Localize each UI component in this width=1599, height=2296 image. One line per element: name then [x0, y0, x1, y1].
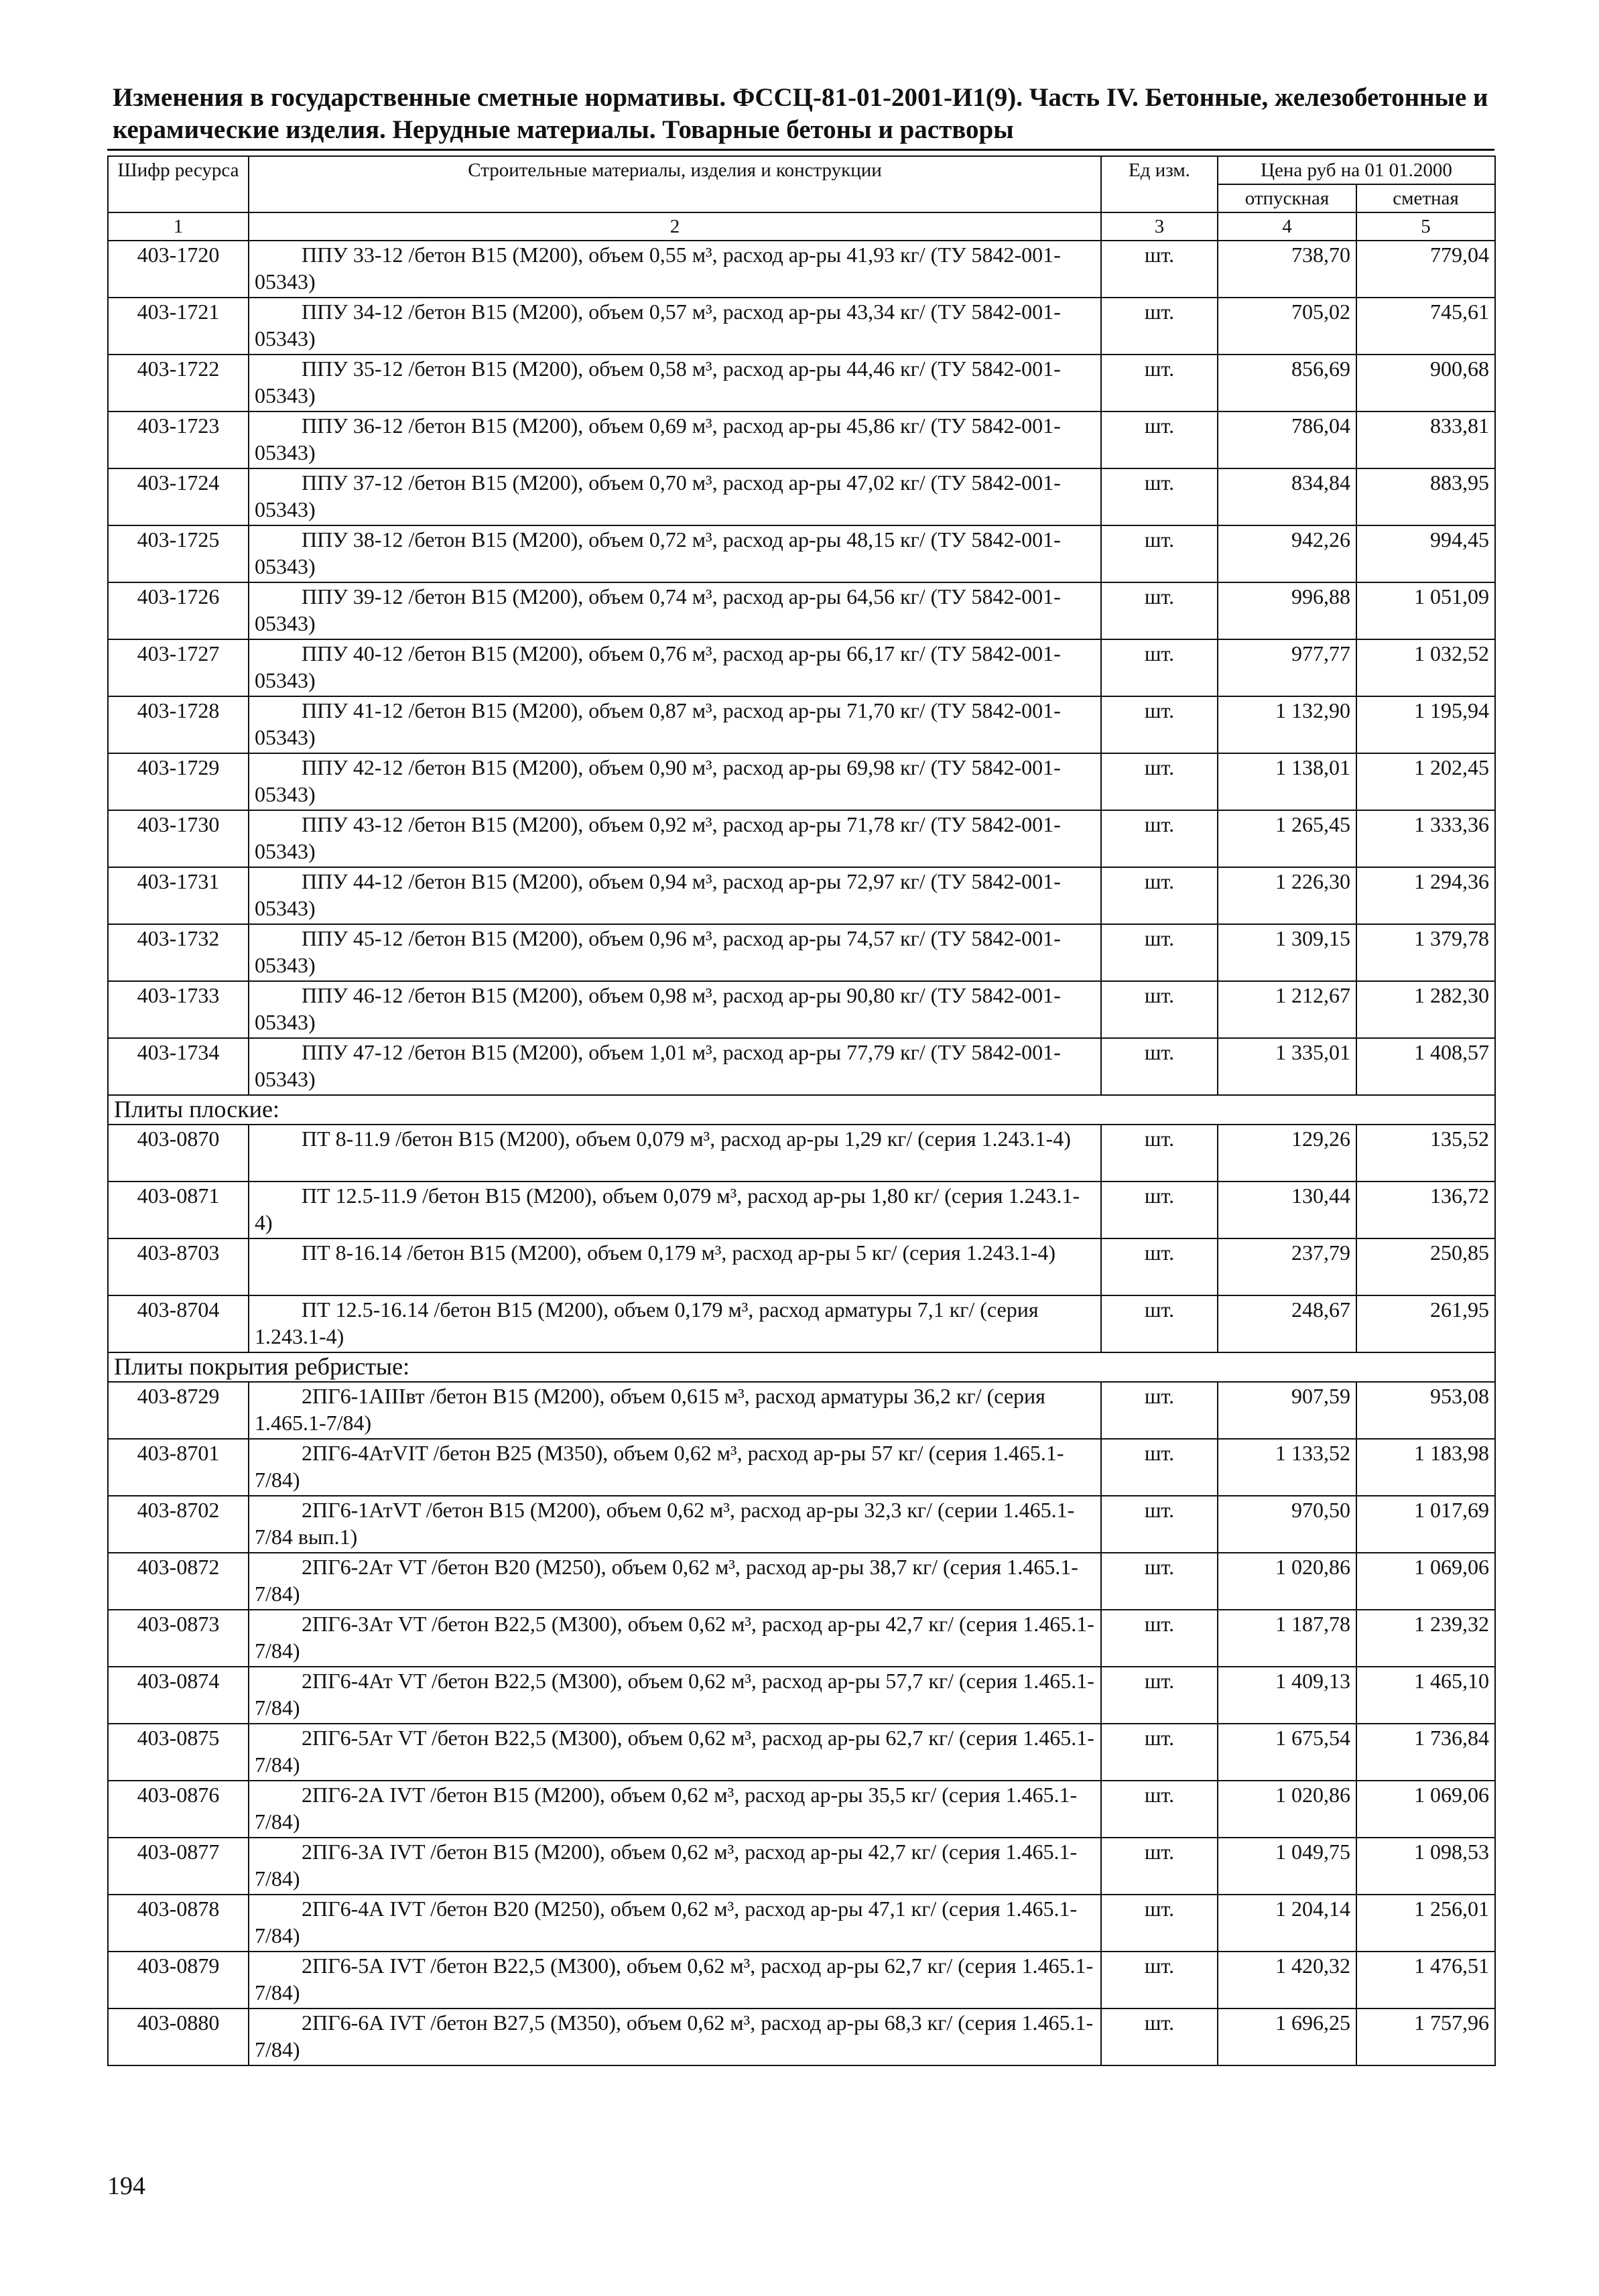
- resource-code: 403-1726: [108, 582, 249, 639]
- header-price: Цена руб на 01 01.2000: [1218, 156, 1495, 184]
- table-section-flat-slabs: [108, 1095, 1495, 1125]
- table-row: [108, 753, 1495, 810]
- material-description: 2ПГ6-3Ат VT /бетон В22,5 (М300), объем 0,62 м³, расход ар-ры 42,7 кг/ (серия 1.465.1-7/84): [249, 1610, 1101, 1667]
- unit-of-measure: шт.: [1101, 1182, 1218, 1238]
- material-description: ППУ 45-12 /бетон В15 (М200), объем 0,96 м³, расход ар-ры 74,57 кг/ (ТУ 5842-001-05343): [249, 924, 1101, 981]
- table-row: [108, 298, 1495, 355]
- material-description: ППУ 47-12 /бетон В15 (М200), объем 1,01 м³, расход ар-ры 77,79 кг/ (ТУ 5842-001-05343): [249, 1038, 1101, 1095]
- page-number: 194: [107, 2172, 145, 2200]
- resource-code: 403-0876: [108, 1781, 249, 1838]
- table-row: [108, 1553, 1495, 1610]
- release-price: 738,70: [1218, 241, 1356, 298]
- unit-of-measure: шт.: [1101, 810, 1218, 867]
- estimate-price: 833,81: [1356, 411, 1495, 468]
- estimate-price: 883,95: [1356, 468, 1495, 525]
- resource-code: 403-1720: [108, 241, 249, 298]
- release-price: 996,88: [1218, 582, 1356, 639]
- unit-of-measure: шт.: [1101, 2008, 1218, 2065]
- section-row: [108, 1095, 1495, 1125]
- estimate-price: 1 282,30: [1356, 981, 1495, 1038]
- estimate-price: 994,45: [1356, 525, 1495, 582]
- header-estimate-price: сметная: [1356, 184, 1495, 212]
- unit-of-measure: шт.: [1101, 582, 1218, 639]
- resource-code: 403-0870: [108, 1125, 249, 1182]
- material-description: ППУ 33-12 /бетон В15 (М200), объем 0,55 м³, расход ар-ры 41,93 кг/ (ТУ 5842-001-05343): [249, 241, 1101, 298]
- header-rule: [107, 149, 1494, 151]
- estimate-price: 1 465,10: [1356, 1667, 1495, 1724]
- resource-code: 403-1722: [108, 355, 249, 411]
- material-description: ПТ 12.5-16.14 /бетон В15 (М200), объем 0,179 м³, расход арматуры 7,1 кг/ (серия 1.243.1-4): [249, 1295, 1101, 1352]
- table-row: [108, 810, 1495, 867]
- table-row: [108, 1038, 1495, 1095]
- table-row: [108, 1667, 1495, 1724]
- release-price: 1 226,30: [1218, 867, 1356, 924]
- table-group-ribbed-slabs: [108, 1382, 1495, 2065]
- unit-of-measure: шт.: [1101, 1553, 1218, 1610]
- resource-code: 403-1733: [108, 981, 249, 1038]
- release-price: 1 020,86: [1218, 1781, 1356, 1838]
- estimate-price: 136,72: [1356, 1182, 1495, 1238]
- table-group-flat-slabs: [108, 1125, 1495, 1352]
- table-group-ppu: [108, 241, 1495, 1095]
- estimate-price: 1 256,01: [1356, 1895, 1495, 1952]
- unit-of-measure: шт.: [1101, 468, 1218, 525]
- material-description: 2ПГ6-4Ат VT /бетон В22,5 (М300), объем 0,62 м³, расход ар-ры 57,7 кг/ (серия 1.465.1-7/84): [249, 1667, 1101, 1724]
- resource-code: 403-1729: [108, 753, 249, 810]
- table-row: [108, 525, 1495, 582]
- release-price: 1 212,67: [1218, 981, 1356, 1038]
- section-title-text: Плиты плоские:: [114, 1096, 279, 1123]
- resource-code: 403-0873: [108, 1610, 249, 1667]
- table-row: [108, 582, 1495, 639]
- header-release-price: отпускная: [1218, 184, 1356, 212]
- unit-of-measure: шт.: [1101, 924, 1218, 981]
- unit-of-measure: шт.: [1101, 355, 1218, 411]
- resource-code: 403-8703: [108, 1238, 249, 1295]
- release-price: 1 133,52: [1218, 1439, 1356, 1496]
- material-description: 2ПГ6-4АтVIT /бетон В25 (М350), объем 0,62 м³, расход ар-ры 57 кг/ (серия 1.465.1-7/84): [249, 1439, 1101, 1496]
- unit-of-measure: шт.: [1101, 298, 1218, 355]
- resource-code: 403-0880: [108, 2008, 249, 2065]
- price-table: [107, 155, 1496, 2066]
- table-header-row: [108, 156, 1495, 184]
- unit-of-measure: шт.: [1101, 1667, 1218, 1724]
- resource-code: 403-8729: [108, 1382, 249, 1439]
- table-row: [108, 1295, 1495, 1352]
- resource-code: 403-0875: [108, 1724, 249, 1781]
- unit-of-measure: шт.: [1101, 981, 1218, 1038]
- table-row: [108, 1952, 1495, 2008]
- material-description: ППУ 35-12 /бетон В15 (М200), объем 0,58 м³, расход ар-ры 44,46 кг/ (ТУ 5842-001-05343): [249, 355, 1101, 411]
- unit-of-measure: шт.: [1101, 1895, 1218, 1952]
- resource-code: 403-1730: [108, 810, 249, 867]
- estimate-price: 779,04: [1356, 241, 1495, 298]
- estimate-price: 1 017,69: [1356, 1496, 1495, 1553]
- unit-of-measure: шт.: [1101, 1439, 1218, 1496]
- release-price: 1 409,13: [1218, 1667, 1356, 1724]
- release-price: 1 420,32: [1218, 1952, 1356, 2008]
- table-row: [108, 1439, 1495, 1496]
- material-description: ППУ 42-12 /бетон В15 (М200), объем 0,90 м³, расход ар-ры 69,98 кг/ (ТУ 5842-001-05343): [249, 753, 1101, 810]
- table-row: [108, 1724, 1495, 1781]
- unit-of-measure: шт.: [1101, 867, 1218, 924]
- table-row: [108, 1125, 1495, 1182]
- unit-of-measure: шт.: [1101, 696, 1218, 753]
- material-description: ППУ 43-12 /бетон В15 (М200), объем 0,92 м³, расход ар-ры 71,78 кг/ (ТУ 5842-001-05343): [249, 810, 1101, 867]
- column-number: 1: [108, 212, 249, 241]
- release-price: 1 187,78: [1218, 1610, 1356, 1667]
- material-description: 2ПГ6-1АIIIвт /бетон В15 (М200), объем 0,615 м³, расход арматуры 36,2 кг/ (серия 1.465.1-7/84): [249, 1382, 1101, 1439]
- unit-of-measure: шт.: [1101, 1838, 1218, 1895]
- unit-of-measure: шт.: [1101, 411, 1218, 468]
- resource-code: 403-0878: [108, 1895, 249, 1952]
- resource-code: 403-8702: [108, 1496, 249, 1553]
- release-price: 237,79: [1218, 1238, 1356, 1295]
- resource-code: 403-1734: [108, 1038, 249, 1095]
- unit-of-measure: шт.: [1101, 1496, 1218, 1553]
- release-price: 1 049,75: [1218, 1838, 1356, 1895]
- estimate-price: 1 069,06: [1356, 1781, 1495, 1838]
- header-code: Шифр ресурса: [108, 156, 249, 212]
- release-price: 970,50: [1218, 1496, 1356, 1553]
- estimate-price: 1 757,96: [1356, 2008, 1495, 2065]
- table-row: [108, 241, 1495, 298]
- estimate-price: 953,08: [1356, 1382, 1495, 1439]
- estimate-price: 1 183,98: [1356, 1439, 1495, 1496]
- release-price: 1 696,25: [1218, 2008, 1356, 2065]
- section-title: [108, 1352, 1495, 1382]
- table-section-ribbed-slabs: [108, 1352, 1495, 1382]
- material-description: 2ПГ6-1АтVT /бетон В15 (М200), объем 0,62 м³, расход ар-ры 32,3 кг/ (серии 1.465.1-7/84 вып.1): [249, 1496, 1101, 1553]
- table-row: [108, 468, 1495, 525]
- resource-code: 403-1721: [108, 298, 249, 355]
- unit-of-measure: шт.: [1101, 1038, 1218, 1095]
- column-number: 2: [249, 212, 1101, 241]
- material-description: ППУ 46-12 /бетон В15 (М200), объем 0,98 м³, расход ар-ры 90,80 кг/ (ТУ 5842-001-05343): [249, 981, 1101, 1038]
- table-row: [108, 355, 1495, 411]
- section-title: [108, 1095, 1495, 1125]
- resource-code: 403-8704: [108, 1295, 249, 1352]
- header-description: Строительные материалы, изделия и конструкции: [249, 156, 1101, 212]
- material-description: ППУ 37-12 /бетон В15 (М200), объем 0,70 м³, расход ар-ры 47,02 кг/ (ТУ 5842-001-05343): [249, 468, 1101, 525]
- estimate-price: 900,68: [1356, 355, 1495, 411]
- table-row: [108, 924, 1495, 981]
- unit-of-measure: шт.: [1101, 1952, 1218, 2008]
- column-number: 5: [1356, 212, 1495, 241]
- resource-code: 403-1728: [108, 696, 249, 753]
- material-description: ППУ 39-12 /бетон В15 (М200), объем 0,74 м³, расход ар-ры 64,56 кг/ (ТУ 5842-001-05343): [249, 582, 1101, 639]
- unit-of-measure: шт.: [1101, 241, 1218, 298]
- table-row: [108, 1781, 1495, 1838]
- release-price: 1 138,01: [1218, 753, 1356, 810]
- estimate-price: 261,95: [1356, 1295, 1495, 1352]
- estimate-price: 1 294,36: [1356, 867, 1495, 924]
- estimate-price: 1 379,78: [1356, 924, 1495, 981]
- resource-code: 403-1725: [108, 525, 249, 582]
- estimate-price: 250,85: [1356, 1238, 1495, 1295]
- table-row: [108, 2008, 1495, 2065]
- column-number: 3: [1101, 212, 1218, 241]
- unit-of-measure: шт.: [1101, 525, 1218, 582]
- section-row: [108, 1352, 1495, 1382]
- release-price: 1 204,14: [1218, 1895, 1356, 1952]
- material-description: ППУ 41-12 /бетон В15 (М200), объем 0,87 м³, расход ар-ры 71,70 кг/ (ТУ 5842-001-05343): [249, 696, 1101, 753]
- resource-code: 403-1723: [108, 411, 249, 468]
- material-description: 2ПГ6-6А IVT /бетон В27,5 (М350), объем 0,62 м³, расход ар-ры 68,3 кг/ (серия 1.465.1-7/84): [249, 2008, 1101, 2065]
- estimate-price: 1 098,53: [1356, 1838, 1495, 1895]
- material-description: ППУ 40-12 /бетон В15 (М200), объем 0,76 м³, расход ар-ры 66,17 кг/ (ТУ 5842-001-05343): [249, 639, 1101, 696]
- table-row: [108, 867, 1495, 924]
- estimate-price: 1 239,32: [1356, 1610, 1495, 1667]
- resource-code: 403-8701: [108, 1439, 249, 1496]
- material-description: 2ПГ6-2Ат VT /бетон В20 (М250), объем 0,62 м³, расход ар-ры 38,7 кг/ (серия 1.465.1-7/84): [249, 1553, 1101, 1610]
- release-price: 1 265,45: [1218, 810, 1356, 867]
- release-price: 1 335,01: [1218, 1038, 1356, 1095]
- material-description: 2ПГ6-2А IVT /бетон В15 (М200), объем 0,62 м³, расход ар-ры 35,5 кг/ (серия 1.465.1-7/84): [249, 1781, 1101, 1838]
- resource-code: 403-1731: [108, 867, 249, 924]
- estimate-price: 1 408,57: [1356, 1038, 1495, 1095]
- table-row: [108, 1382, 1495, 1439]
- release-price: 1 132,90: [1218, 696, 1356, 753]
- release-price: 1 020,86: [1218, 1553, 1356, 1610]
- resource-code: 403-1732: [108, 924, 249, 981]
- material-description: ППУ 38-12 /бетон В15 (М200), объем 0,72 м³, расход ар-ры 48,15 кг/ (ТУ 5842-001-05343): [249, 525, 1101, 582]
- release-price: 856,69: [1218, 355, 1356, 411]
- estimate-price: 1 736,84: [1356, 1724, 1495, 1781]
- table-row: [108, 639, 1495, 696]
- estimate-price: 1 051,09: [1356, 582, 1495, 639]
- column-number: 4: [1218, 212, 1356, 241]
- unit-of-measure: шт.: [1101, 1610, 1218, 1667]
- unit-of-measure: шт.: [1101, 753, 1218, 810]
- document-header: Изменения в государственные сметные нормативы. ФССЦ-81-01-2001-И1(9). Часть IV. Бетонные, железобетонные и керамические изделия. Нерудные материалы. Товарные бетоны и растворы: [113, 83, 1488, 144]
- material-description: 2ПГ6-3А IVT /бетон В15 (М200), объем 0,62 м³, расход ар-ры 42,7 кг/ (серия 1.465.1-7/84): [249, 1838, 1101, 1895]
- release-price: 786,04: [1218, 411, 1356, 468]
- estimate-price: 1 032,52: [1356, 639, 1495, 696]
- release-price: 942,26: [1218, 525, 1356, 582]
- material-description: ПТ 8-16.14 /бетон В15 (М200), объем 0,179 м³, расход ар-ры 5 кг/ (серия 1.243.1-4): [249, 1238, 1101, 1295]
- table-row: [108, 1895, 1495, 1952]
- estimate-price: 1 069,06: [1356, 1553, 1495, 1610]
- table-row: [108, 1182, 1495, 1238]
- unit-of-measure: шт.: [1101, 1295, 1218, 1352]
- material-description: 2ПГ6-5Ат VT /бетон В22,5 (М300), объем 0,62 м³, расход ар-ры 62,7 кг/ (серия 1.465.1-7/84): [249, 1724, 1101, 1781]
- section-title-text: Плиты покрытия ребристые:: [114, 1353, 410, 1380]
- unit-of-measure: шт.: [1101, 1724, 1218, 1781]
- release-price: 130,44: [1218, 1182, 1356, 1238]
- resource-code: 403-0874: [108, 1667, 249, 1724]
- material-description: ППУ 44-12 /бетон В15 (М200), объем 0,94 м³, расход ар-ры 72,97 кг/ (ТУ 5842-001-05343): [249, 867, 1101, 924]
- unit-of-measure: шт.: [1101, 1382, 1218, 1439]
- material-description: ППУ 36-12 /бетон В15 (М200), объем 0,69 м³, расход ар-ры 45,86 кг/ (ТУ 5842-001-05343): [249, 411, 1101, 468]
- release-price: 977,77: [1218, 639, 1356, 696]
- table-row: [108, 1238, 1495, 1295]
- release-price: 705,02: [1218, 298, 1356, 355]
- estimate-price: 1 202,45: [1356, 753, 1495, 810]
- estimate-price: 1 333,36: [1356, 810, 1495, 867]
- material-description: 2ПГ6-4А IVT /бетон В20 (М250), объем 0,62 м³, расход ар-ры 47,1 кг/ (серия 1.465.1-7/84): [249, 1895, 1101, 1952]
- unit-of-measure: шт.: [1101, 1781, 1218, 1838]
- table-row: [108, 696, 1495, 753]
- estimate-price: 135,52: [1356, 1125, 1495, 1182]
- material-description: ПТ 12.5-11.9 /бетон В15 (М200), объем 0,079 м³, расход ар-ры 1,80 кг/ (серия 1.243.1-4): [249, 1182, 1101, 1238]
- estimate-price: 1 476,51: [1356, 1952, 1495, 2008]
- material-description: ППУ 34-12 /бетон В15 (М200), объем 0,57 м³, расход ар-ры 43,34 кг/ (ТУ 5842-001-05343): [249, 298, 1101, 355]
- table-row: [108, 411, 1495, 468]
- table-row: [108, 981, 1495, 1038]
- estimate-price: 1 195,94: [1356, 696, 1495, 753]
- resource-code: 403-0872: [108, 1553, 249, 1610]
- material-description: ПТ 8-11.9 /бетон В15 (М200), объем 0,079 м³, расход ар-ры 1,29 кг/ (серия 1.243.1-4): [249, 1125, 1101, 1182]
- header-unit: Ед изм.: [1101, 156, 1218, 212]
- release-price: 129,26: [1218, 1125, 1356, 1182]
- release-price: 1 675,54: [1218, 1724, 1356, 1781]
- unit-of-measure: шт.: [1101, 639, 1218, 696]
- release-price: 834,84: [1218, 468, 1356, 525]
- resource-code: 403-0879: [108, 1952, 249, 2008]
- release-price: 1 309,15: [1218, 924, 1356, 981]
- resource-code: 403-1724: [108, 468, 249, 525]
- resource-code: 403-0877: [108, 1838, 249, 1895]
- estimate-price: 745,61: [1356, 298, 1495, 355]
- resource-code: 403-0871: [108, 1182, 249, 1238]
- release-price: 248,67: [1218, 1295, 1356, 1352]
- table-row: [108, 1496, 1495, 1553]
- resource-code: 403-1727: [108, 639, 249, 696]
- table-row: [108, 1838, 1495, 1895]
- unit-of-measure: шт.: [1101, 1125, 1218, 1182]
- unit-of-measure: шт.: [1101, 1238, 1218, 1295]
- release-price: 907,59: [1218, 1382, 1356, 1439]
- material-description: 2ПГ6-5А IVT /бетон В22,5 (М300), объем 0,62 м³, расход ар-ры 62,7 кг/ (серия 1.465.1-7/84): [249, 1952, 1101, 2008]
- column-number-row: [108, 212, 1495, 241]
- table-row: [108, 1610, 1495, 1667]
